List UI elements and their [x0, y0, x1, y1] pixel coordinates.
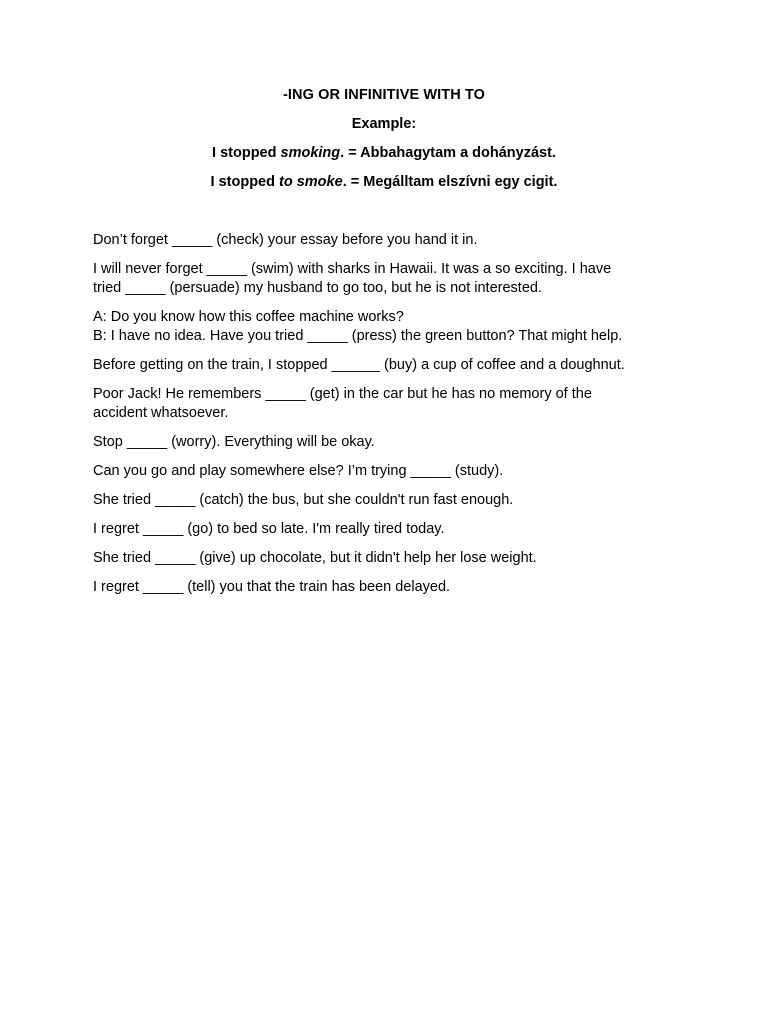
exercise-list	[93, 231, 693, 607]
example-sentence-1	[0, 144, 768, 163]
exercise-item-6	[93, 433, 693, 452]
exercise-item-8	[93, 491, 693, 510]
exercise-item-7	[93, 462, 693, 481]
exercise-item-11	[93, 578, 693, 597]
exercise-item-10	[93, 549, 693, 568]
exercise-item-4	[93, 356, 693, 375]
example-2-verb: to smoke	[279, 174, 343, 190]
worksheet-title: -ING OR INFINITIVE WITH TO	[282, 87, 486, 103]
example-2-suffix: . = Megálltam elszívni egy cigit.	[342, 174, 558, 190]
exercise-line: She tried _____ (catch) the bus, but she couldn't run fast enough.	[93, 492, 514, 508]
example-sentence-2	[0, 173, 768, 192]
exercise-line: accident whatsoever.	[93, 405, 229, 421]
exercise-line: Before getting on the train, I stopped ______ (buy) a cup of coffee and a doughnut.	[93, 357, 625, 373]
exercise-line: tried _____ (persuade) my husband to go too, but he is not interested.	[93, 280, 542, 296]
exercise-item-9	[93, 520, 693, 539]
example-1-prefix: I stopped	[212, 145, 281, 161]
exercise-item-3	[93, 308, 693, 346]
example-1-verb: smoking	[280, 145, 341, 161]
exercise-item-1	[93, 231, 693, 250]
exercise-line: Poor Jack! He remembers _____ (get) in the car but he has no memory of the	[93, 386, 592, 402]
exercise-line: Stop _____ (worry). Everything will be okay.	[93, 434, 375, 450]
exercise-line: Don’t forget _____ (check) your essay before you hand it in.	[93, 232, 478, 248]
worksheet-header	[0, 86, 768, 202]
exercise-line: She tried _____ (give) up chocolate, but it didn't help her lose weight.	[93, 550, 537, 566]
exercise-line: I regret _____ (go) to bed so late. I'm really tired today.	[93, 521, 445, 537]
exercise-line: Can you go and play somewhere else? I’m trying _____ (study).	[93, 463, 504, 479]
example-label: Example:	[351, 116, 417, 132]
example-2-prefix: I stopped	[210, 174, 280, 190]
exercise-item-5	[93, 385, 693, 423]
exercise-line: B: I have no idea. Have you tried _____ (press) the green button? That might help.	[93, 328, 623, 344]
example-1-suffix: . = Abbahagytam a dohányzást.	[340, 145, 556, 161]
exercise-line: A: Do you know how this coffee machine works?	[93, 309, 404, 325]
exercise-item-2	[93, 260, 693, 298]
exercise-line: I will never forget _____ (swim) with sharks in Hawaii. It was a so exciting. I have	[93, 261, 612, 277]
exercise-line: I regret _____ (tell) you that the train has been delayed.	[93, 579, 451, 595]
